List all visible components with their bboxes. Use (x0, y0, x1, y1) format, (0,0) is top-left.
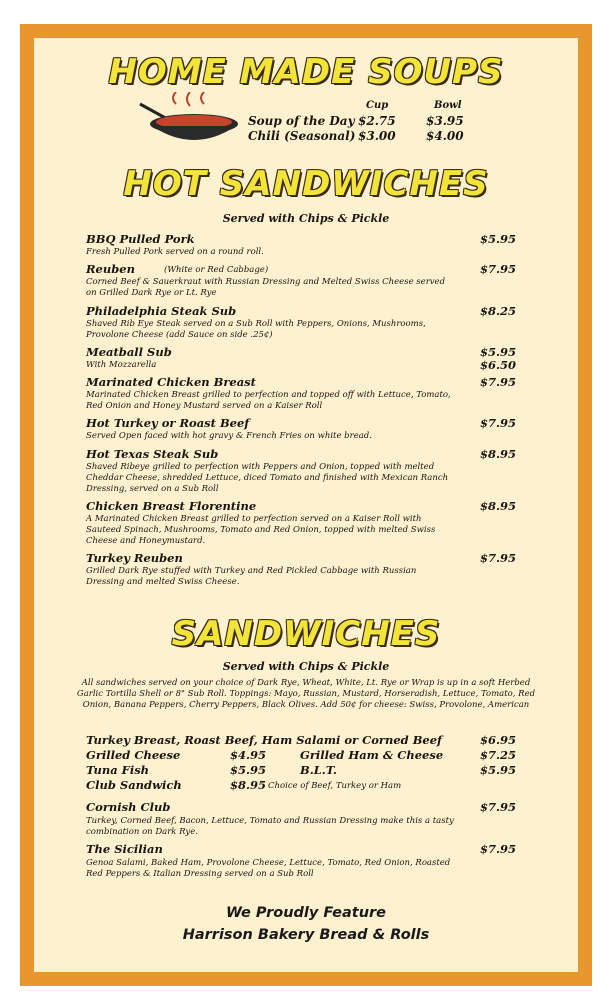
menu-item-desc: Shaved Ribeye grilled to perfection with Peppers and Onion, topped with melted Cheddar Cheese, shredded Lettuce, diced Tomato and finished with Mexican Ranch Dressing, served on a Sub Roll (86, 462, 449, 494)
menu-item-price: $7.95 (480, 416, 517, 430)
menu-item-price: $7.95 (480, 551, 517, 565)
menu-item-price: $8.95 (480, 499, 517, 513)
menu-item-desc: Turkey, Corned Beef, Bacon, Lettuce, Tomato and Russian Dressing make this a tasty combination on Dark Rye. (86, 816, 454, 837)
menu-item-name: Grilled Cheese (86, 748, 181, 762)
menu-item-price: $7.95 (480, 842, 517, 856)
soup-cup-price: $2.75 (358, 114, 396, 128)
soup-name: Chili (Seasonal) (248, 129, 356, 143)
menu-item-name: Grilled Ham & Cheese (300, 748, 444, 762)
menu-item-name: Meatball Sub (86, 345, 172, 359)
soup-name: Soup of the Day (248, 114, 355, 128)
menu-item-price: $6.95 (480, 733, 517, 747)
menu-item-desc: Served Open faced with hot gravy & French Fries on white bread. (86, 431, 372, 441)
cup-header: Cup (366, 100, 389, 111)
menu-item-name: Hot Turkey or Roast Beef (86, 416, 250, 430)
menu-item-desc: Shaved Rib Eye Steak served on a Sub Roll with Peppers, Onions, Mushrooms, Provolone Cheese (add Sauce on side .25¢) (86, 319, 426, 340)
menu-item-desc: Corned Beef & Sauerkraut with Russian Dressing and Melted Swiss Cheese served on Grilled Dark Rye or Lt. Rye (86, 277, 446, 298)
menu-item-note: (White or Red Cabbage) (164, 265, 269, 275)
menu-item-name: Marinated Chicken Breast (86, 375, 256, 389)
menu-item-price: $4.95 (230, 748, 267, 762)
menu-item-name: Club Sandwich (86, 778, 182, 792)
menu-item-price: $5.95 (480, 763, 517, 777)
menu-item-price: $7.95 (480, 262, 517, 276)
menu-item-price: $8.25 (480, 304, 517, 318)
menu-item-name: Turkey Breast, Roast Beef, Ham Salami or Corned Beef (86, 733, 443, 747)
menu-item-name: Cornish Club (86, 800, 171, 814)
feature-line-2: Harrison Bakery Bread & Rolls (182, 927, 430, 943)
sandwiches-title: SANDWICHES (171, 614, 441, 654)
menu-item-name: B.L.T. (300, 763, 337, 777)
menu-item-name: Hot Texas Steak Sub (86, 447, 219, 461)
menu-item-price: $8.95 (230, 778, 267, 792)
hot-sandwiches-title: HOT SANDWICHES (123, 164, 489, 204)
menu-item-name: BBQ Pulled Pork (86, 232, 195, 246)
menu-item-price: $7.95 (480, 375, 517, 389)
menu-item-name: The Sicilian (86, 842, 163, 856)
menu-item-desc: With Mozzarella (86, 360, 157, 370)
menu-item-price: $5.95 (480, 345, 517, 359)
bowl-header: Bowl (434, 100, 462, 111)
soup-bowl-price: $4.00 (426, 129, 464, 143)
menu-item-name: Chicken Breast Florentine (86, 499, 257, 513)
soups-title: HOME MADE SOUPS (108, 52, 504, 92)
menu-item-price: $5.95 (230, 763, 267, 777)
soup-bowl-price: $3.95 (426, 114, 464, 128)
hot-subtitle: Served with Chips & Pickle (222, 212, 390, 225)
sandwiches-intro: All sandwiches served on your choice of Dark Rye, Wheat, White, Lt. Rye or Wrap is up in a soft Herbed Garlic Tortilla Shell or 8" Sub Roll. Toppings: Mayo, Russian, Mustard, Horseradish, Lettuce, Tomato, Red Onion, Banana Peppers, Cherry Peppers, Black Olives. Add 50¢ for cheese: Swiss, Provolone, American (76, 678, 536, 710)
menu-item-desc: Genoa Salami, Baked Ham, Provolone Cheese, Lettuce, Tomato, Red Onion, Roasted Red Peppers & Italian Dressing served on a Sub Roll (86, 858, 451, 879)
menu-item-price-alt: $6.50 (480, 358, 517, 372)
menu-item-name: Tuna Fish (86, 763, 150, 777)
menu-item-desc: Grilled Dark Rye stuffed with Turkey and Red Pickled Cabbage with Russian Dressing and melted Swiss Cheese. (86, 566, 417, 587)
menu-item-name: Philadelphia Steak Sub (86, 304, 237, 318)
feature-line-1: We Proudly Feature (225, 905, 387, 921)
menu-item-price: $8.95 (480, 447, 517, 461)
menu-item-name: Reuben (86, 262, 135, 276)
menu-item-desc: Marinated Chicken Breast grilled to perfection and topped off with Lettuce, Tomato, Red Onion and Honey Mustard served on a Kaiser Roll (86, 390, 451, 411)
menu-item-name: Turkey Reuben (86, 551, 183, 565)
menu-item-price: $7.95 (480, 800, 517, 814)
menu-item-price: $7.25 (480, 748, 517, 762)
soup-bowl-icon (136, 92, 248, 150)
club-choice-note: Choice of Beef, Turkey or Ham (268, 781, 402, 791)
menu-item-price: $5.95 (480, 232, 517, 246)
menu-item-desc: Fresh Pulled Pork served on a round roll. (86, 247, 264, 257)
soup-cup-price: $3.00 (358, 129, 396, 143)
sandwiches-subtitle: Served with Chips & Pickle (222, 660, 390, 673)
menu-item-desc: A Marinated Chicken Breast grilled to perfection served on a Kaiser Roll with Sauteed Spinach, Mushrooms, Tomato and Red Onion, topped with melted Swiss Cheese and Honeymustard. (86, 514, 436, 546)
